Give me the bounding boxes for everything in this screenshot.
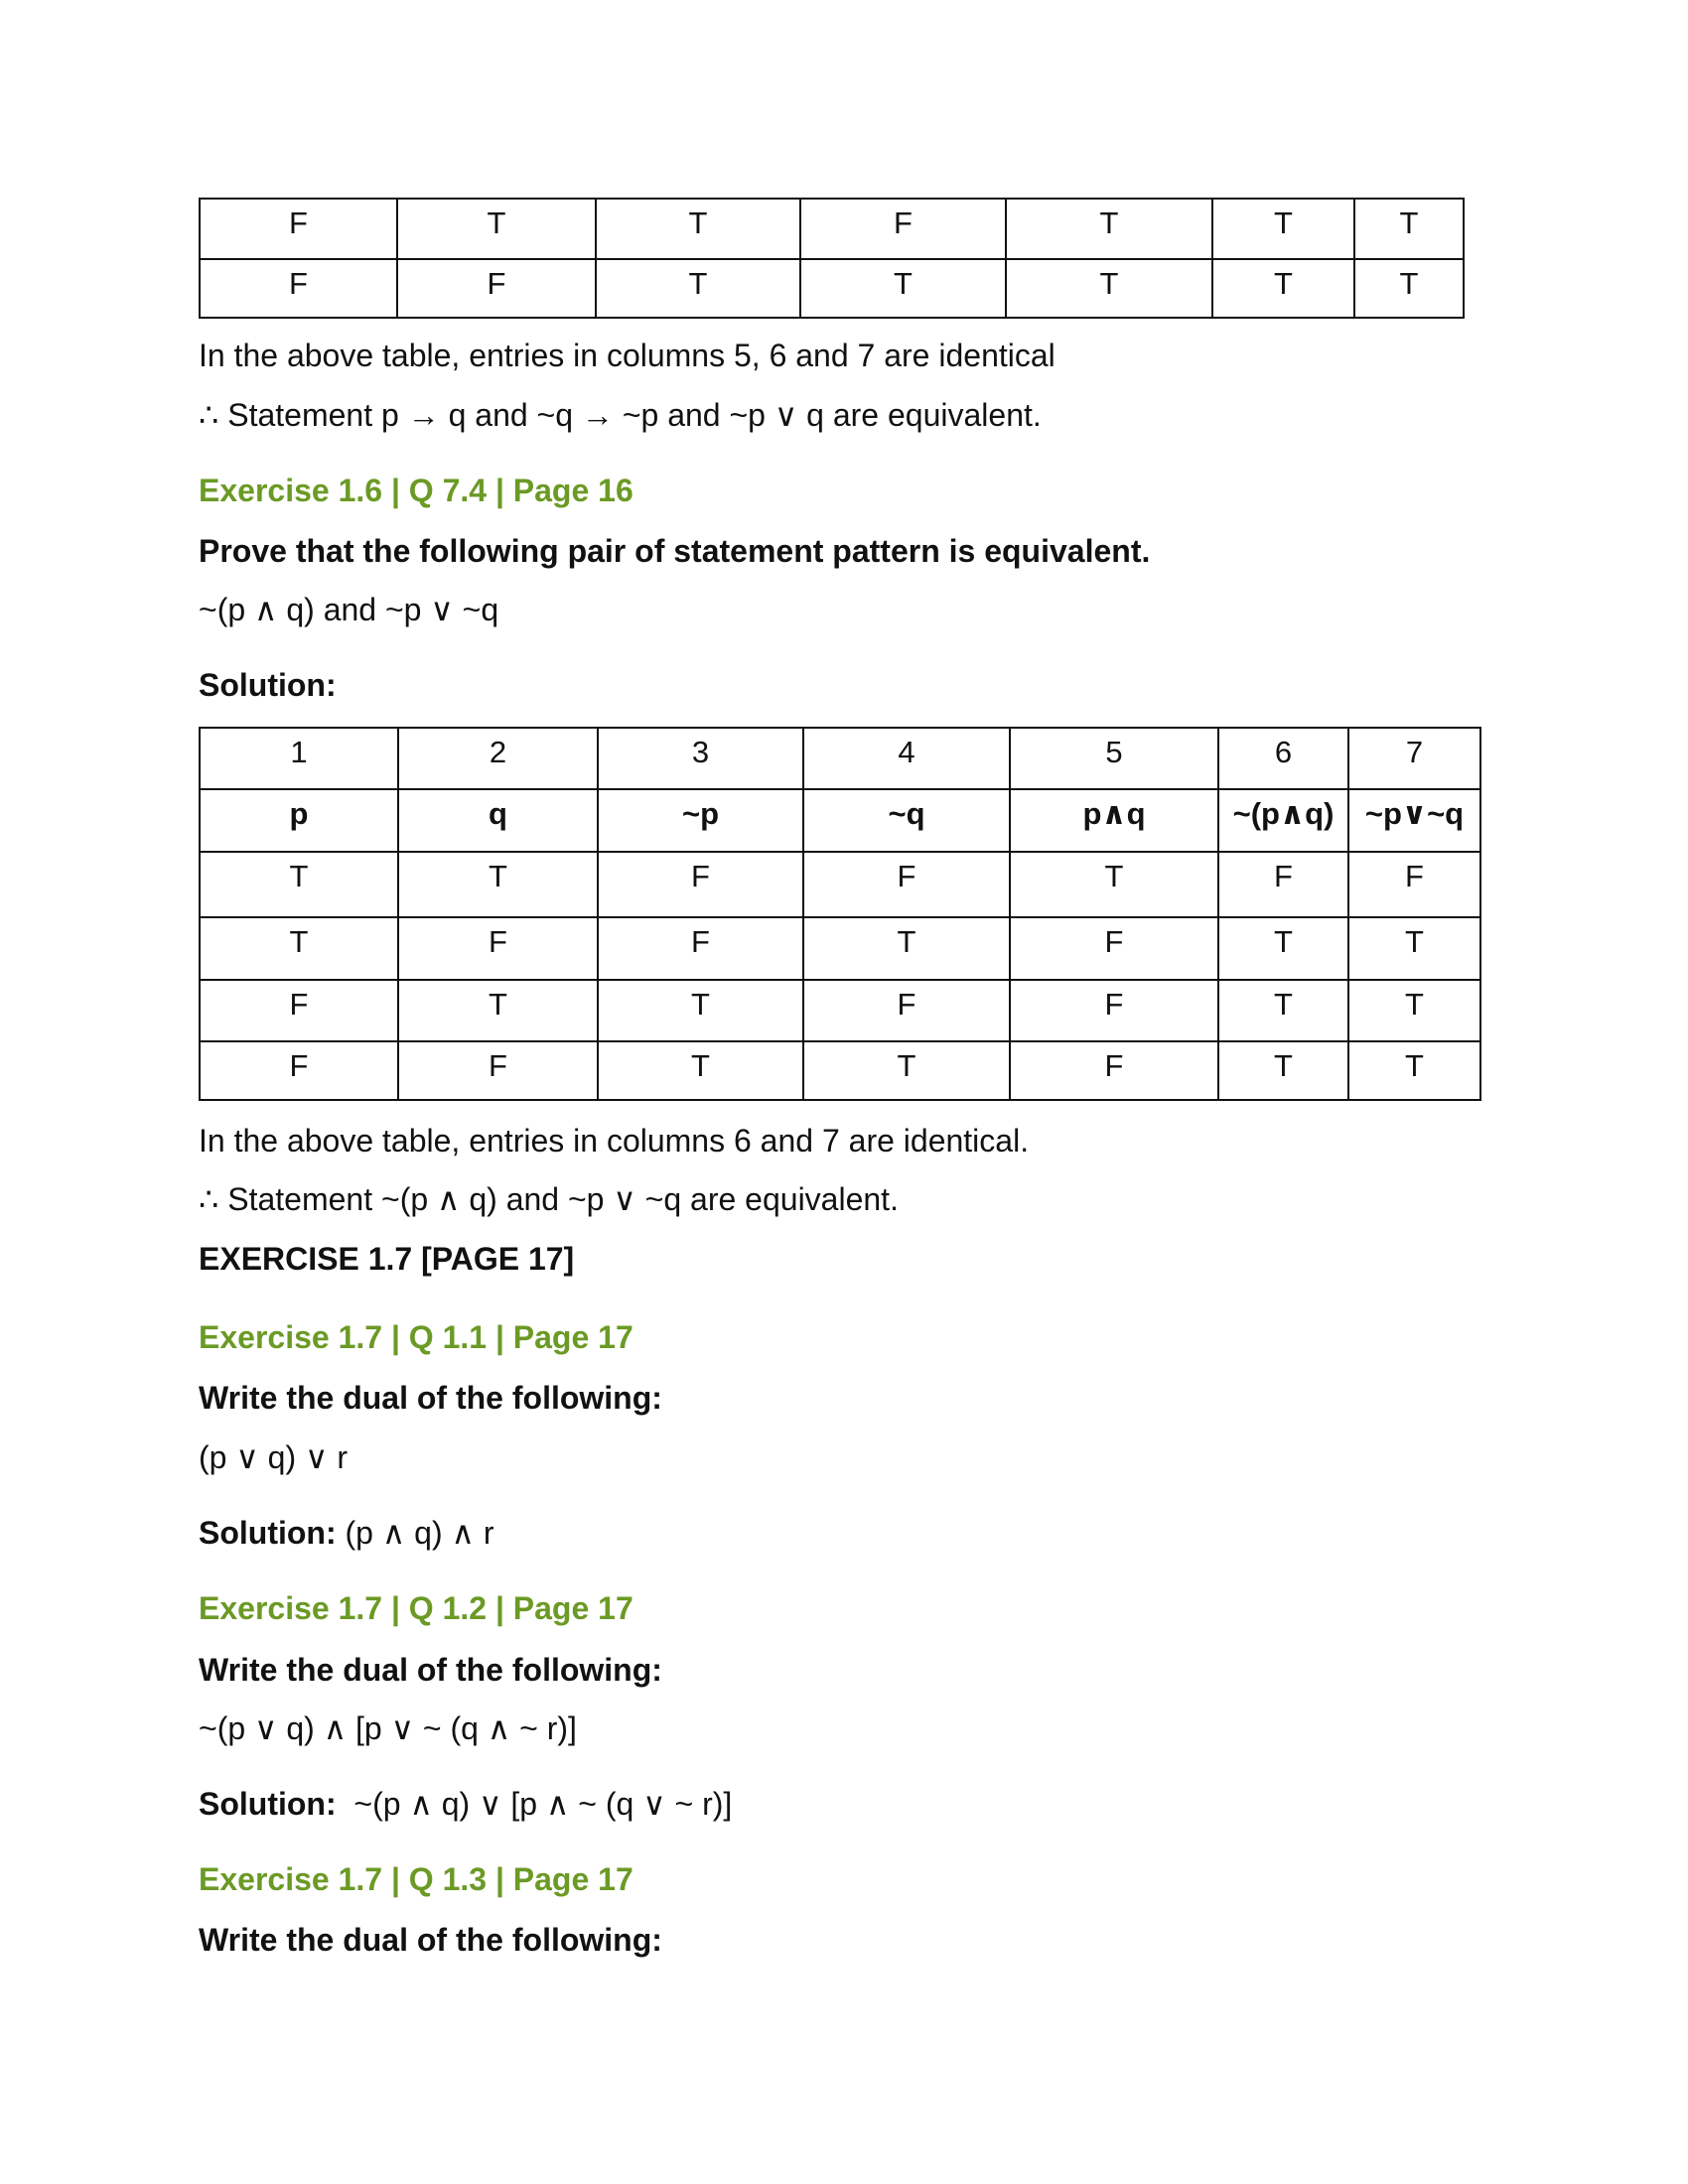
table-cell: F [1010, 980, 1218, 1041]
table-cell: T [1010, 852, 1218, 917]
solution-label: Solution: [199, 667, 337, 703]
table-cell: F [398, 1041, 598, 1100]
conclusion: ∴ Statement ~(p ∧ q) and ~p ∨ ~q are equivalent. [199, 1181, 899, 1217]
question-heading: Exercise 1.7 | Q 1.1 | Page 17 [199, 1319, 633, 1355]
table-cell: T [1212, 259, 1354, 318]
column-header: ~(p∧q) [1218, 789, 1348, 852]
header-row [200, 789, 1480, 852]
table-cell: T [398, 852, 598, 917]
table-row [200, 852, 1480, 917]
question-heading: Exercise 1.7 | Q 1.3 | Page 17 [199, 1861, 633, 1897]
table-cell: T [1348, 917, 1480, 980]
table-cell: F [1218, 852, 1348, 917]
column-number: 7 [1348, 728, 1480, 789]
table-cell: F [598, 917, 803, 980]
table-cell: T [1348, 1041, 1480, 1100]
table-cell: F [803, 852, 1010, 917]
column-number: 4 [803, 728, 1010, 789]
table-cell: T [1218, 917, 1348, 980]
question-expression: (p ∨ q) ∨ r [199, 1439, 348, 1475]
table-cell: T [200, 917, 398, 980]
column-numbers-row [200, 728, 1480, 789]
truth-table-continued [199, 198, 1465, 319]
solution-line [199, 1785, 732, 1823]
solution-line [199, 1514, 493, 1552]
truth-table [199, 727, 1481, 1101]
table-cell: F [1010, 1041, 1218, 1100]
column-number: 2 [398, 728, 598, 789]
table-cell: T [200, 852, 398, 917]
table-cell: F [398, 917, 598, 980]
table-row [200, 199, 1464, 259]
table-cell: T [1348, 980, 1480, 1041]
column-header: ~p∨~q [1348, 789, 1480, 852]
column-header: q [398, 789, 598, 852]
table-cell: F [397, 259, 596, 318]
table-row [200, 917, 1480, 980]
table-cell: T [803, 1041, 1010, 1100]
table-cell: T [596, 199, 800, 259]
table-cell: F [200, 1041, 398, 1100]
table-row [200, 980, 1480, 1041]
question-expression: ~(p ∨ q) ∧ [p ∨ ~ (q ∧ ~ r)] [199, 1710, 577, 1746]
column-number: 6 [1218, 728, 1348, 789]
solution-label: Solution: [199, 1786, 337, 1822]
table-cell: F [800, 199, 1006, 259]
section-title: EXERCISE 1.7 [PAGE 17] [199, 1241, 575, 1277]
table-cell: F [598, 852, 803, 917]
question-text: Write the dual of the following: [199, 1922, 662, 1958]
table-cell: T [397, 199, 596, 259]
column-header: p∧q [1010, 789, 1218, 852]
column-number: 1 [200, 728, 398, 789]
table-cell: T [398, 980, 598, 1041]
table-cell: T [1212, 199, 1354, 259]
table-cell: T [803, 917, 1010, 980]
table-cell: T [1354, 199, 1464, 259]
question-text: Write the dual of the following: [199, 1652, 662, 1688]
question-heading: Exercise 1.7 | Q 1.2 | Page 17 [199, 1590, 633, 1626]
table-cell: T [800, 259, 1006, 318]
table-cell: T [1218, 1041, 1348, 1100]
solution-text: (p ∧ q) ∧ r [336, 1515, 494, 1551]
question-text: Write the dual of the following: [199, 1380, 662, 1416]
table-cell: F [1348, 852, 1480, 917]
table-cell: F [803, 980, 1010, 1041]
table-cell: F [1010, 917, 1218, 980]
table-cell: T [598, 1041, 803, 1100]
table-cell: T [1354, 259, 1464, 318]
column-number: 3 [598, 728, 803, 789]
table-cell: T [596, 259, 800, 318]
table-cell: F [200, 980, 398, 1041]
column-header: p [200, 789, 398, 852]
table-cell: T [598, 980, 803, 1041]
table-row [200, 1041, 1480, 1100]
column-number: 5 [1010, 728, 1218, 789]
table-note: In the above table, entries in columns 6 and 7 are identical. [199, 1123, 1030, 1159]
column-header: ~p [598, 789, 803, 852]
question-expression: ~(p ∧ q) and ~p ∨ ~q [199, 592, 499, 627]
solution-text: ~(p ∧ q) ∨ [p ∧ ~ (q ∨ ~ r)] [336, 1786, 733, 1822]
conclusion: ∴ Statement p → q and ~q → ~p and ~p ∨ q are equivalent. [199, 397, 1042, 433]
question-heading: Exercise 1.6 | Q 7.4 | Page 16 [199, 473, 633, 508]
table-cell: F [200, 199, 397, 259]
table-cell: T [1218, 980, 1348, 1041]
table-row [200, 259, 1464, 318]
table-cell: F [200, 259, 397, 318]
solution-label: Solution: [199, 1515, 337, 1551]
table-cell: T [1006, 259, 1212, 318]
question-text: Prove that the following pair of statement pattern is equivalent. [199, 533, 1151, 569]
table-note: In the above table, entries in columns 5, 6 and 7 are identical [199, 338, 1055, 373]
table-cell: T [1006, 199, 1212, 259]
column-header: ~q [803, 789, 1010, 852]
